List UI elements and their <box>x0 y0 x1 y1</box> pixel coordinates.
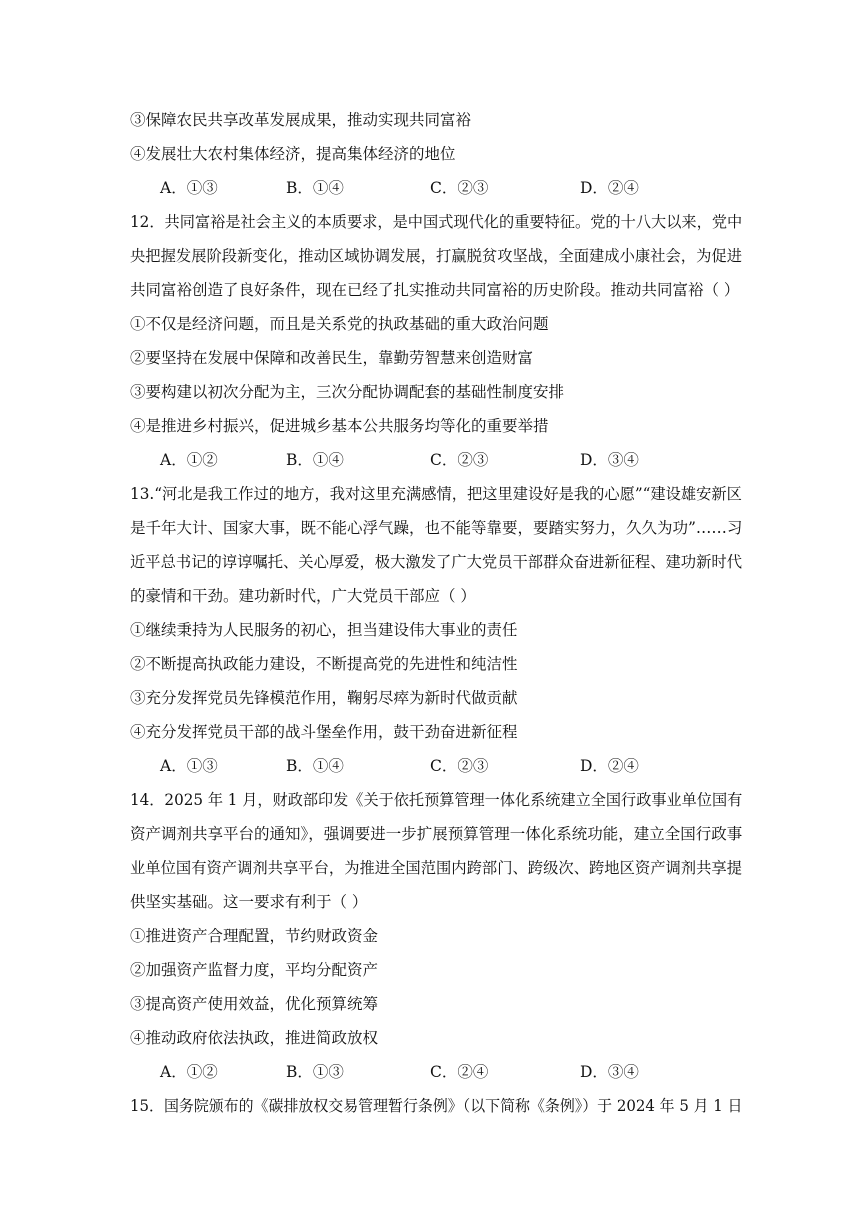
q14-option-b: B．①③ <box>286 1063 344 1081</box>
q13-stem-line-2: 是千年大计、国家大事，既不能心浮气躁，也不能等靠要，要踏实努力，久久为功”……习 <box>130 519 743 537</box>
q14-option-d: D．③④ <box>580 1063 639 1081</box>
q12-option-d: D．③④ <box>580 451 639 469</box>
q12-options <box>160 450 720 470</box>
q13-option-c: C．②③ <box>430 757 489 775</box>
q14-option-c: C．②④ <box>430 1063 489 1081</box>
q14-stem-line-4: 供坚实基础。这一要求有利于（ ） <box>130 893 368 911</box>
q12-stem-line-3: 共同富裕创造了良好条件，现在已经了扎实推动共同富裕的历史阶段。推动共同富裕（ ） <box>130 281 740 299</box>
q13-option-d: D．②④ <box>580 757 639 775</box>
q11-option-a: A．①③ <box>160 179 218 197</box>
q13-statement-1: ①继续秉持为人民服务的初心，担当建设伟大事业的责任 <box>130 621 518 639</box>
q11-statement-3: ③保障农民共享改革发展成果，推动实现共同富裕 <box>130 111 472 129</box>
q13-option-b: B．①④ <box>286 757 344 775</box>
q13-stem-line-1: 13.“河北是我工作过的地方，我对这里充满感情，把这里建设好是我的心愿”“建设雄安新区 <box>130 485 742 503</box>
q12-option-a: A．①② <box>160 451 218 469</box>
q12-option-b: B．①④ <box>286 451 344 469</box>
q14-stem-line-2: 资产调剂共享平台的通知》，强调要进一步扩展预算管理一体化系统功能，建立全国行政事 <box>130 825 743 843</box>
q13-statement-3: ③充分发挥党员先锋模范作用，鞠躬尽瘁为新时代做贡献 <box>130 689 518 707</box>
q14-option-a: A．①② <box>160 1063 218 1081</box>
q13-statement-2: ②不断提高执政能力建设，不断提高党的先进性和纯洁性 <box>130 655 518 673</box>
q14-statement-3: ③提高资产使用效益，优化预算统筹 <box>130 995 379 1013</box>
q12-stem-line-1: 12．共同富裕是社会主义的本质要求，是中国式现代化的重要特征。党的十八大以来，党中 <box>130 213 743 231</box>
q13-statement-4: ④充分发挥党员干部的战斗堡垒作用，鼓干劲奋进新征程 <box>130 723 518 741</box>
q14-stem-line-1: 14．2025 年 1 月，财政部印发《关于依托预算管理一体化系统建立全国行政事业单位国有 <box>130 791 743 809</box>
q14-statement-1: ①推进资产合理配置，节约财政资金 <box>130 927 379 945</box>
q13-stem-line-3: 近平总书记的谆谆嘱托、关心厚爱，极大激发了广大党员干部群众奋进新征程、建功新时代 <box>130 553 743 571</box>
q14-stem-line-3: 业单位国有资产调剂共享平台，为推进全国范围内跨部门、跨级次、跨地区资产调剂共享提 <box>130 859 743 877</box>
q14-statement-2: ②加强资产监督力度，平均分配资产 <box>130 961 379 979</box>
q11-option-d: D．②④ <box>580 179 639 197</box>
q11-statement-4: ④发展壮大农村集体经济，提高集体经济的地位 <box>130 145 456 163</box>
q12-stem-line-2: 央把握发展阶段新变化，推动区域协调发展，打赢脱贫攻坚战，全面建成小康社会，为促进 <box>130 247 743 265</box>
q14-options <box>160 1062 720 1082</box>
q13-option-a: A．①③ <box>160 757 218 775</box>
q11-option-b: B．①④ <box>286 179 344 197</box>
q14-statement-4: ④推动政府依法执政，推进简政放权 <box>130 1029 379 1047</box>
q15-stem-line-1: 15．国务院颁布的《碳排放权交易管理暂行条例》（以下简称《条例》）于 2024 年 5 月 1 日 <box>130 1097 743 1115</box>
q13-stem-line-4: 的豪情和干劲。建功新时代，广大党员干部应（ ） <box>130 587 476 605</box>
q13-options <box>160 756 720 776</box>
q12-statement-4: ④是推进乡村振兴，促进城乡基本公共服务均等化的重要举措 <box>130 417 549 435</box>
q11-option-c: C．②③ <box>430 179 489 197</box>
q12-statement-2: ②要坚持在发展中保障和改善民生，靠勤劳智慧来创造财富 <box>130 349 534 367</box>
q12-option-c: C．②③ <box>430 451 489 469</box>
q11-options <box>160 178 720 198</box>
q12-statement-3: ③要构建以初次分配为主，三次分配协调配套的基础性制度安排 <box>130 383 565 401</box>
q12-statement-1: ①不仅是经济问题，而且是关系党的执政基础的重大政治问题 <box>130 315 549 333</box>
